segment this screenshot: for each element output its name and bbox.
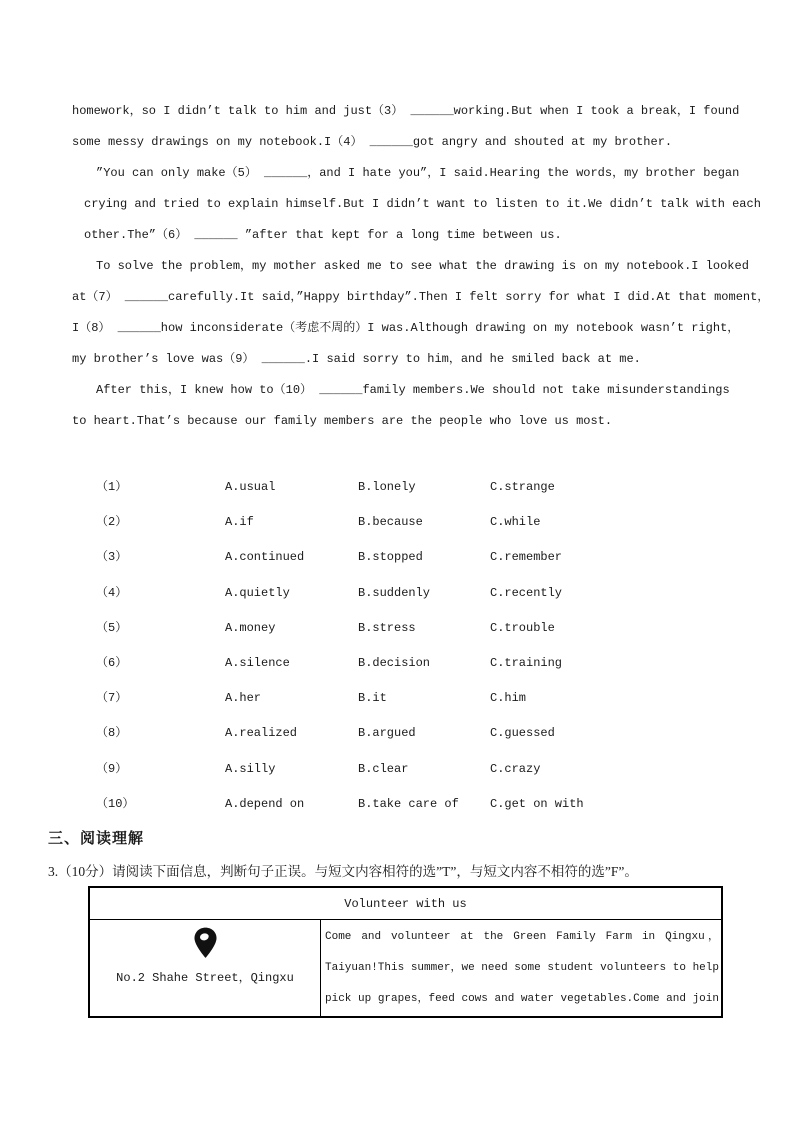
volunteer-table-title (90, 888, 721, 920)
option-b: B.lonely (358, 480, 416, 494)
option-c: C.guessed (490, 726, 555, 741)
option-c: C.training (490, 656, 563, 671)
option-row (96, 470, 736, 505)
option-number: （6） (96, 656, 128, 671)
option-a: A.if (225, 515, 254, 530)
address-cell (90, 920, 321, 1016)
passage-line: To solve the problem，my mother asked me to see what the drawing is on my notebook.I looked (96, 259, 749, 273)
option-a: A.quietly (225, 585, 290, 600)
option-a: A.silly (225, 761, 276, 776)
passage-line: ”You can only make（5） ______，and I hate you”，I said.Hearing the words，my brother began (96, 166, 740, 180)
option-c: C.get on with (490, 796, 584, 811)
passage-line: I（8） ______how inconsiderate（考虑不周的）I was.Although drawing on my notebook wasn’t right， (72, 321, 740, 335)
option-b: B.it (358, 691, 387, 706)
option-number: （4） (96, 585, 128, 600)
passage-line: some messy drawings on my notebook.I（4） ______got angry and shouted at my brother. (72, 135, 673, 149)
passage-line: After this，I knew how to（10） ______family members.We should not take misunderstandings (96, 383, 730, 397)
description-line: Come and volunteer at the Green Family Farm in Qingxu， (325, 931, 719, 943)
option-c: C.him (490, 691, 527, 706)
option-c: C.remember (490, 550, 563, 565)
option-row (96, 540, 736, 575)
volunteer-table-title-text: Volunteer with us (344, 896, 467, 911)
option-number: （10） (96, 796, 135, 811)
passage-line: other.The”（6） ______ ”after that kept for a long time between us. (84, 228, 562, 242)
passage-line: crying and tried to explain himself.But I didn’t want to listen to it.We didn’t talk with each (84, 197, 761, 211)
option-number: （5） (96, 620, 128, 635)
description-cell (321, 920, 721, 1016)
option-b: B.because (358, 515, 423, 530)
passage-line: to heart.That’s because our family members are the people who love us most. (72, 414, 613, 428)
option-row (96, 576, 736, 611)
option-row (96, 716, 736, 751)
description-line: Taiyuan!This summer，we need some student volunteers to help (325, 962, 719, 974)
option-number: （2） (96, 515, 128, 530)
address-text: No.2 Shahe Street，Qingxu (116, 971, 294, 985)
section-heading: 三、阅读理解 (48, 830, 145, 847)
option-number: （9） (96, 761, 128, 776)
option-b: B.take care of (358, 796, 459, 811)
option-a: A.her (225, 691, 262, 706)
option-b: B.suddenly (358, 585, 431, 600)
option-b: B.stress (358, 620, 416, 635)
passage-line: at（7） ______carefully.It said，”Happy birthday”.Then I felt sorry for what I did.At that moment， (72, 290, 770, 304)
option-row (96, 611, 736, 646)
option-number: （3） (96, 550, 128, 565)
volunteer-table (88, 886, 723, 1018)
option-row (96, 505, 736, 540)
option-row (96, 681, 736, 716)
location-pin-icon (194, 927, 217, 959)
option-c: C.crazy (490, 761, 541, 776)
option-number: （7） (96, 691, 128, 706)
option-row (96, 787, 736, 822)
option-b: B.decision (358, 656, 431, 671)
passage-line: homework，so I didn’t talk to him and just（3） ______working.But when I took a break，I found (72, 104, 740, 118)
option-a: A.continued (225, 550, 305, 565)
description-line: pick up grapes，feed cows and water vegetables.Come and join (325, 993, 719, 1005)
option-c: C.while (490, 515, 541, 530)
option-row (96, 752, 736, 787)
passage-line: my brother’s love was（9） ______.I said sorry to him，and he smiled back at me. (72, 352, 641, 366)
option-b: B.stopped (358, 550, 423, 565)
cloze-options-list (96, 470, 736, 822)
cloze-passage (72, 96, 782, 437)
option-c: C.strange (490, 480, 555, 494)
option-row (96, 646, 736, 681)
question-instruction: 3.（10分）请阅读下面信息，判断句子正误。与短文内容相符的选”T”，与短文内容不相符的选”F”。 (48, 864, 638, 879)
option-number: （1） (96, 480, 128, 494)
option-b: B.clear (358, 761, 409, 776)
option-number: （8） (96, 726, 128, 741)
volunteer-table-body (90, 920, 721, 1016)
option-a: A.money (225, 620, 276, 635)
option-c: C.trouble (490, 620, 555, 635)
option-c: C.recently (490, 585, 563, 600)
option-a: A.silence (225, 656, 290, 671)
option-a: A.usual (225, 480, 276, 494)
option-a: A.depend on (225, 796, 305, 811)
option-a: A.realized (225, 726, 298, 741)
option-b: B.argued (358, 726, 416, 741)
